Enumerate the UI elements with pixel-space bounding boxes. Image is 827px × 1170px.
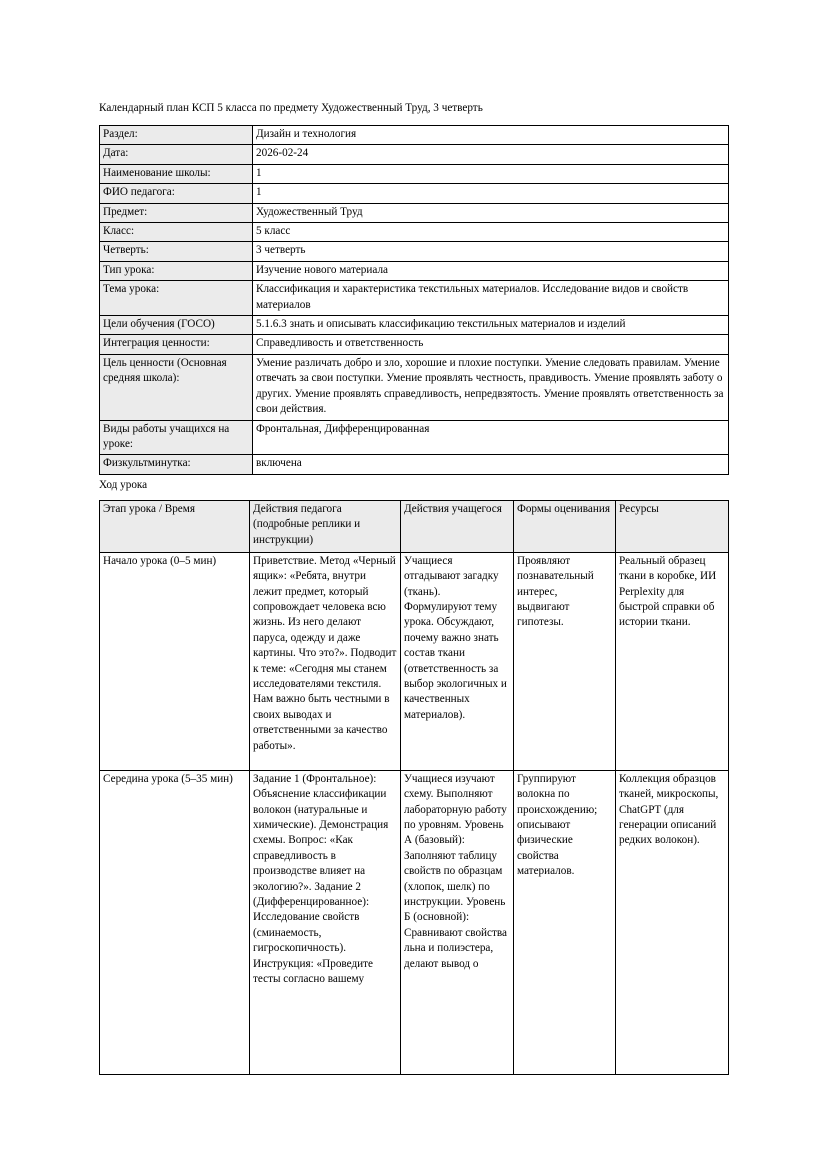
flow-teacher-start: Приветствие. Метод «Черный ящик»: «Ребята, внутри лежит предмет, который сопровождает человека всю жизнь. Из него делают паруса, одежду и даже картины. Что это?». Подводит к теме: «Сегодня мы станем исследователями текстиля. Нам важно быть честными в своих выводах и ответственными за качество работы». (250, 552, 401, 770)
column-header-teacher-actions: Действия педагога (подробные реплики и инструкции) (250, 500, 401, 552)
info-value-learning-goals: 5.1.6.3 знать и описывать классификацию текстильных материалов и изделий (253, 316, 729, 335)
flow-assessment-middle: Группируют волокна по происхождению; описывают физические свойства материалов. (514, 770, 616, 1074)
table-row (100, 203, 729, 222)
flow-student-middle: Учащиеся изучают схему. Выполняют лабораторную работу по уровням. Уровень А (базовый): Заполняют таблицу свойств по образцам (хлопок, шелк) по инструкции. Уровень Б (основной): Сравнивают свойства льна и полиэстера, делают вывод о (401, 770, 514, 1074)
info-label-value-goal: Цель ценности (Основная средняя школа): (100, 354, 253, 420)
table-row (100, 145, 729, 164)
info-label-razdel: Раздел: (100, 126, 253, 145)
lesson-flow-table (99, 500, 729, 1075)
info-label-lesson-type: Тип урока: (100, 261, 253, 280)
info-label-work-types: Виды работы учащихся на уроке: (100, 420, 253, 455)
info-label-lesson-topic: Тема урока: (100, 281, 253, 316)
table-row (100, 335, 729, 354)
flow-resources-middle: Коллекция образцов тканей, микроскопы, ChatGPT (для генерации описаний редких волокон). (616, 770, 729, 1074)
column-header-stage: Этап урока / Время (100, 500, 250, 552)
info-value-grade: 5 класс (253, 223, 729, 242)
column-header-student-actions: Действия учащегося (401, 500, 514, 552)
table-row (100, 184, 729, 203)
info-value-school: 1 (253, 164, 729, 183)
info-value-lesson-type: Изучение нового материала (253, 261, 729, 280)
table-row (100, 420, 729, 455)
table-row (100, 126, 729, 145)
info-value-razdel: Дизайн и технология (253, 126, 729, 145)
info-value-work-types: Фронтальная, Дифференцированная (253, 420, 729, 455)
flow-stage-start: Начало урока (0–5 мин) (100, 552, 250, 770)
table-row (100, 164, 729, 183)
info-label-value-integration: Интеграция ценности: (100, 335, 253, 354)
lesson-flow-table-body (100, 552, 729, 1074)
table-row (100, 354, 729, 420)
flow-section-label: Ход урока (99, 478, 148, 491)
column-header-assessment-forms: Формы оценивания (514, 500, 616, 552)
info-label-teacher: ФИО педагога: (100, 184, 253, 203)
flow-student-start: Учащиеся отгадывают загадку (ткань). Формулируют тему урока. Обсуждают, почему важно знать состав ткани (ответственность за выбор экологичных и качественных материалов). (401, 552, 514, 770)
column-header-resources: Ресурсы (616, 500, 729, 552)
info-label-subject: Предмет: (100, 203, 253, 222)
info-label-quarter: Четверть: (100, 242, 253, 261)
table-header-row (100, 500, 729, 552)
info-value-quarter: 3 четверть (253, 242, 729, 261)
info-value-teacher: 1 (253, 184, 729, 203)
table-row (100, 316, 729, 335)
info-value-lesson-topic: Классификация и характеристика текстильных материалов. Исследование видов и свойств материалов (253, 281, 729, 316)
lesson-info-table-body (100, 126, 729, 475)
info-value-data: 2026-02-24 (253, 145, 729, 164)
table-row (100, 552, 729, 770)
flow-assessment-start: Проявляют познавательный интерес, выдвигают гипотезы. (514, 552, 616, 770)
table-row (100, 455, 729, 474)
page-title: Календарный план КСП 5 класса по предмету Художественный Труд, 3 четверть (99, 102, 483, 114)
info-label-data: Дата: (100, 145, 253, 164)
info-label-physical-break: Физкультминутка: (100, 455, 253, 474)
info-value-subject: Художественный Труд (253, 203, 729, 222)
lesson-info-table (99, 125, 729, 475)
info-label-grade: Класс: (100, 223, 253, 242)
flow-teacher-middle: Задание 1 (Фронтальное): Объяснение классификации волокон (натуральные и химические). Демонстрация схемы. Вопрос: «Как справедливость в производстве влияет на экологию?». Задание 2 (Дифференцированное): Исследование свойств (сминаемость, гигроскопичность). Инструкция: «Проведите тесты согласно вашему (250, 770, 401, 1074)
info-label-school: Наименование школы: (100, 164, 253, 183)
info-value-physical-break: включена (253, 455, 729, 474)
info-value-value-integration: Справедливость и ответственность (253, 335, 729, 354)
flow-stage-middle: Середина урока (5–35 мин) (100, 770, 250, 1074)
lesson-flow-table-head (100, 500, 729, 552)
info-value-value-goal: Умение различать добро и зло, хорошие и плохие поступки. Умение следовать правилам. Умение отвечать за свои поступки. Умение проявлять честность, правдивость. Умение проявлять заботу о других. Умение проявлять справедливость, непредвзятость. Умение проявлять ответственность за свои действия. (253, 354, 729, 420)
table-row (100, 261, 729, 280)
table-row (100, 223, 729, 242)
table-row (100, 242, 729, 261)
document-page (99, 0, 728, 1075)
table-row (100, 770, 729, 1074)
flow-resources-start: Реальный образец ткани в коробке, ИИ Perplexity для быстрой справки об истории ткани. (616, 552, 729, 770)
info-label-learning-goals: Цели обучения (ГОСО) (100, 316, 253, 335)
table-row (100, 281, 729, 316)
